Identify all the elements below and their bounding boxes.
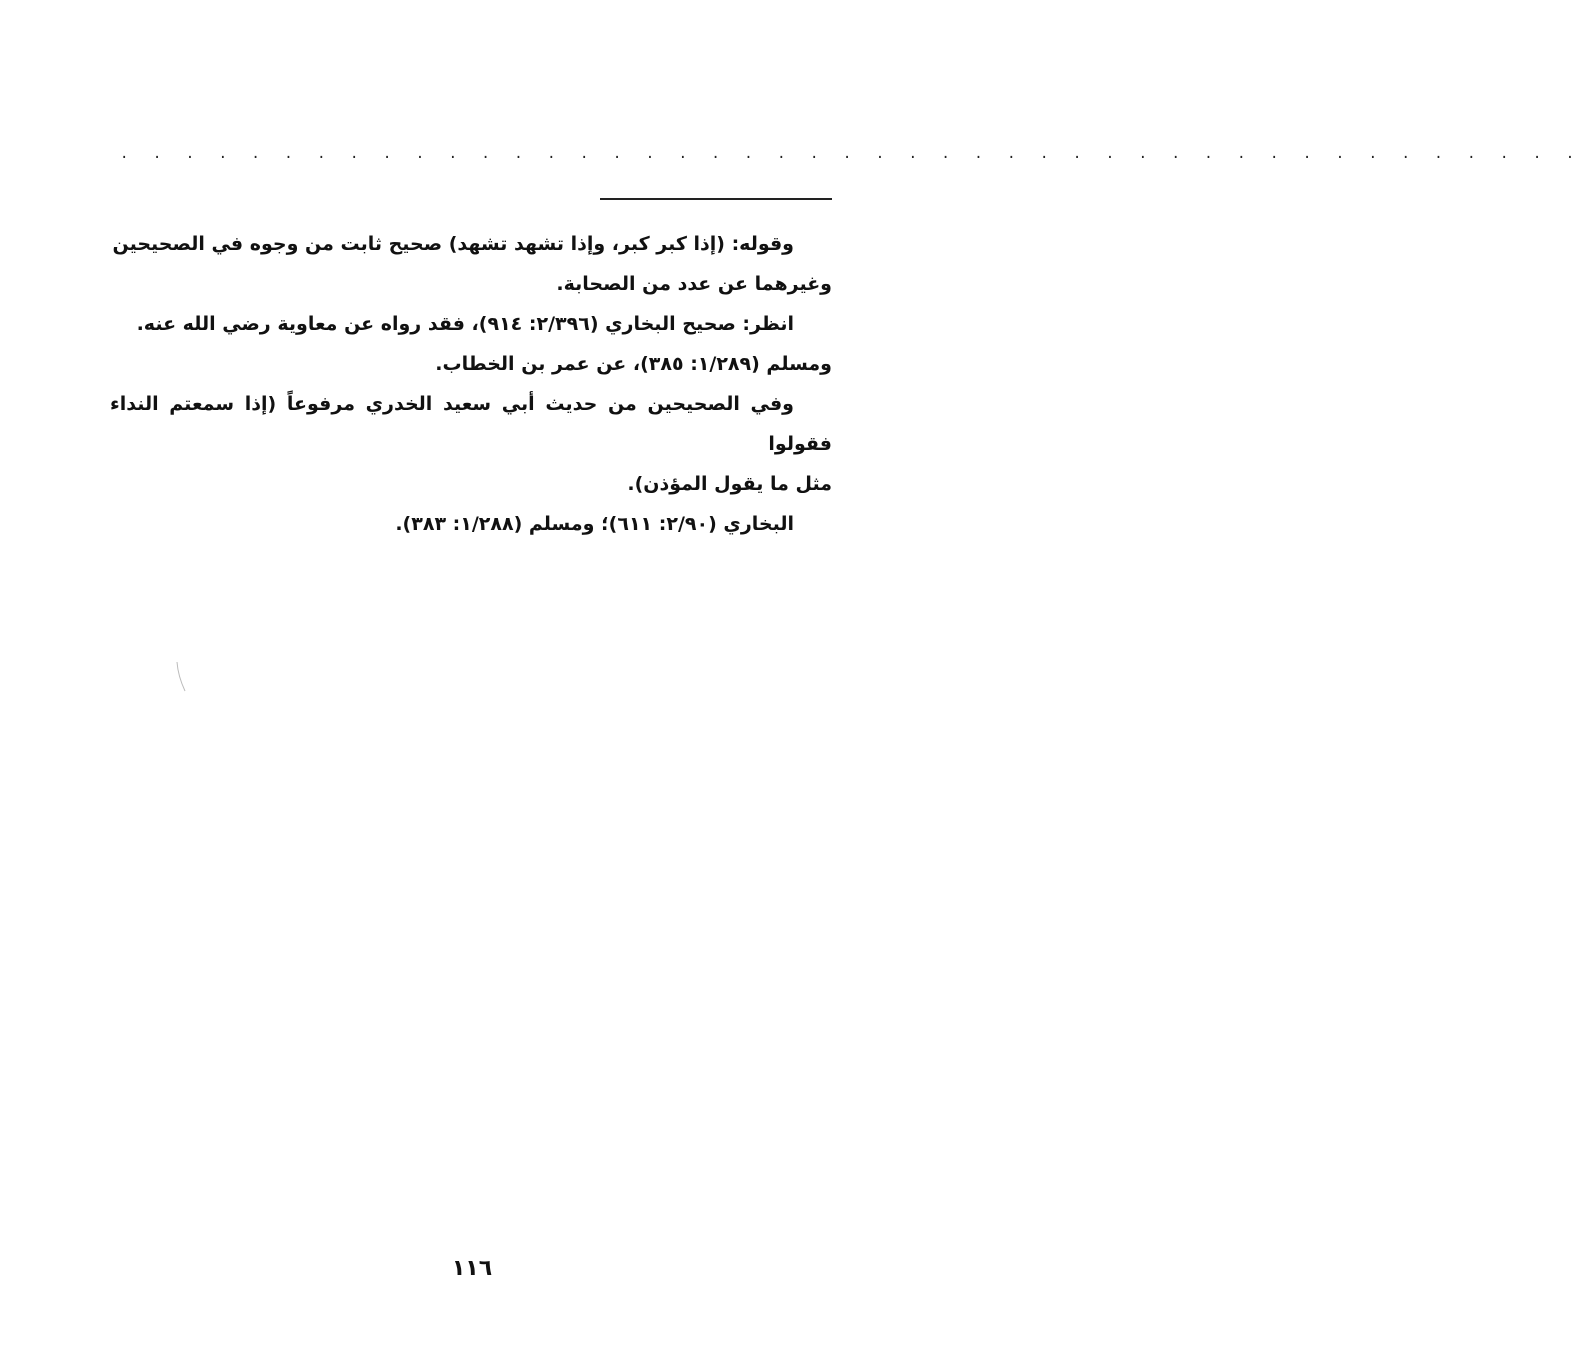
footnote-rule xyxy=(600,198,832,200)
footnote-paragraph xyxy=(110,384,832,504)
footnote-line: ومسلم (١/٢٨٩: ٣٨٥)، عن عمر بن الخطاب. xyxy=(435,353,832,375)
footnote-paragraph xyxy=(110,504,832,544)
footnote-line: مثل ما يقول المؤذن). xyxy=(627,473,832,495)
scan-speck xyxy=(176,662,186,692)
footnotes xyxy=(110,224,832,544)
footnote-line: وقوله: (إذا كبر كبر، وإذا تشهد تشهد) صحيح ثابت من وجوه في الصحيحين xyxy=(112,233,794,255)
footnote-line: البخاري (٢/٩٠: ٦١١)؛ ومسلم (١/٢٨٨: ٣٨٣). xyxy=(395,513,794,535)
dotted-separator: . . . . . . . . . . . . . . . . . . . . . . . . . . . . . . . . . . . . . . . . . . . . . xyxy=(120,146,1582,162)
page-number: ١١٦ xyxy=(451,1256,493,1281)
footnote-line: وغيرهما عن عدد من الصحابة. xyxy=(556,273,832,295)
footnote-paragraph xyxy=(110,224,832,304)
footnote-line: انظر: صحيح البخاري (٢/٣٩٦: ٩١٤)، فقد رواه عن معاوية رضي الله عنه. xyxy=(136,313,794,335)
footnote-paragraph xyxy=(110,304,832,384)
footnote-line: وفي الصحيحين من حديث أبي سعيد الخدري مرفوعاً (إذا سمعتم النداء فقولوا xyxy=(110,393,832,455)
